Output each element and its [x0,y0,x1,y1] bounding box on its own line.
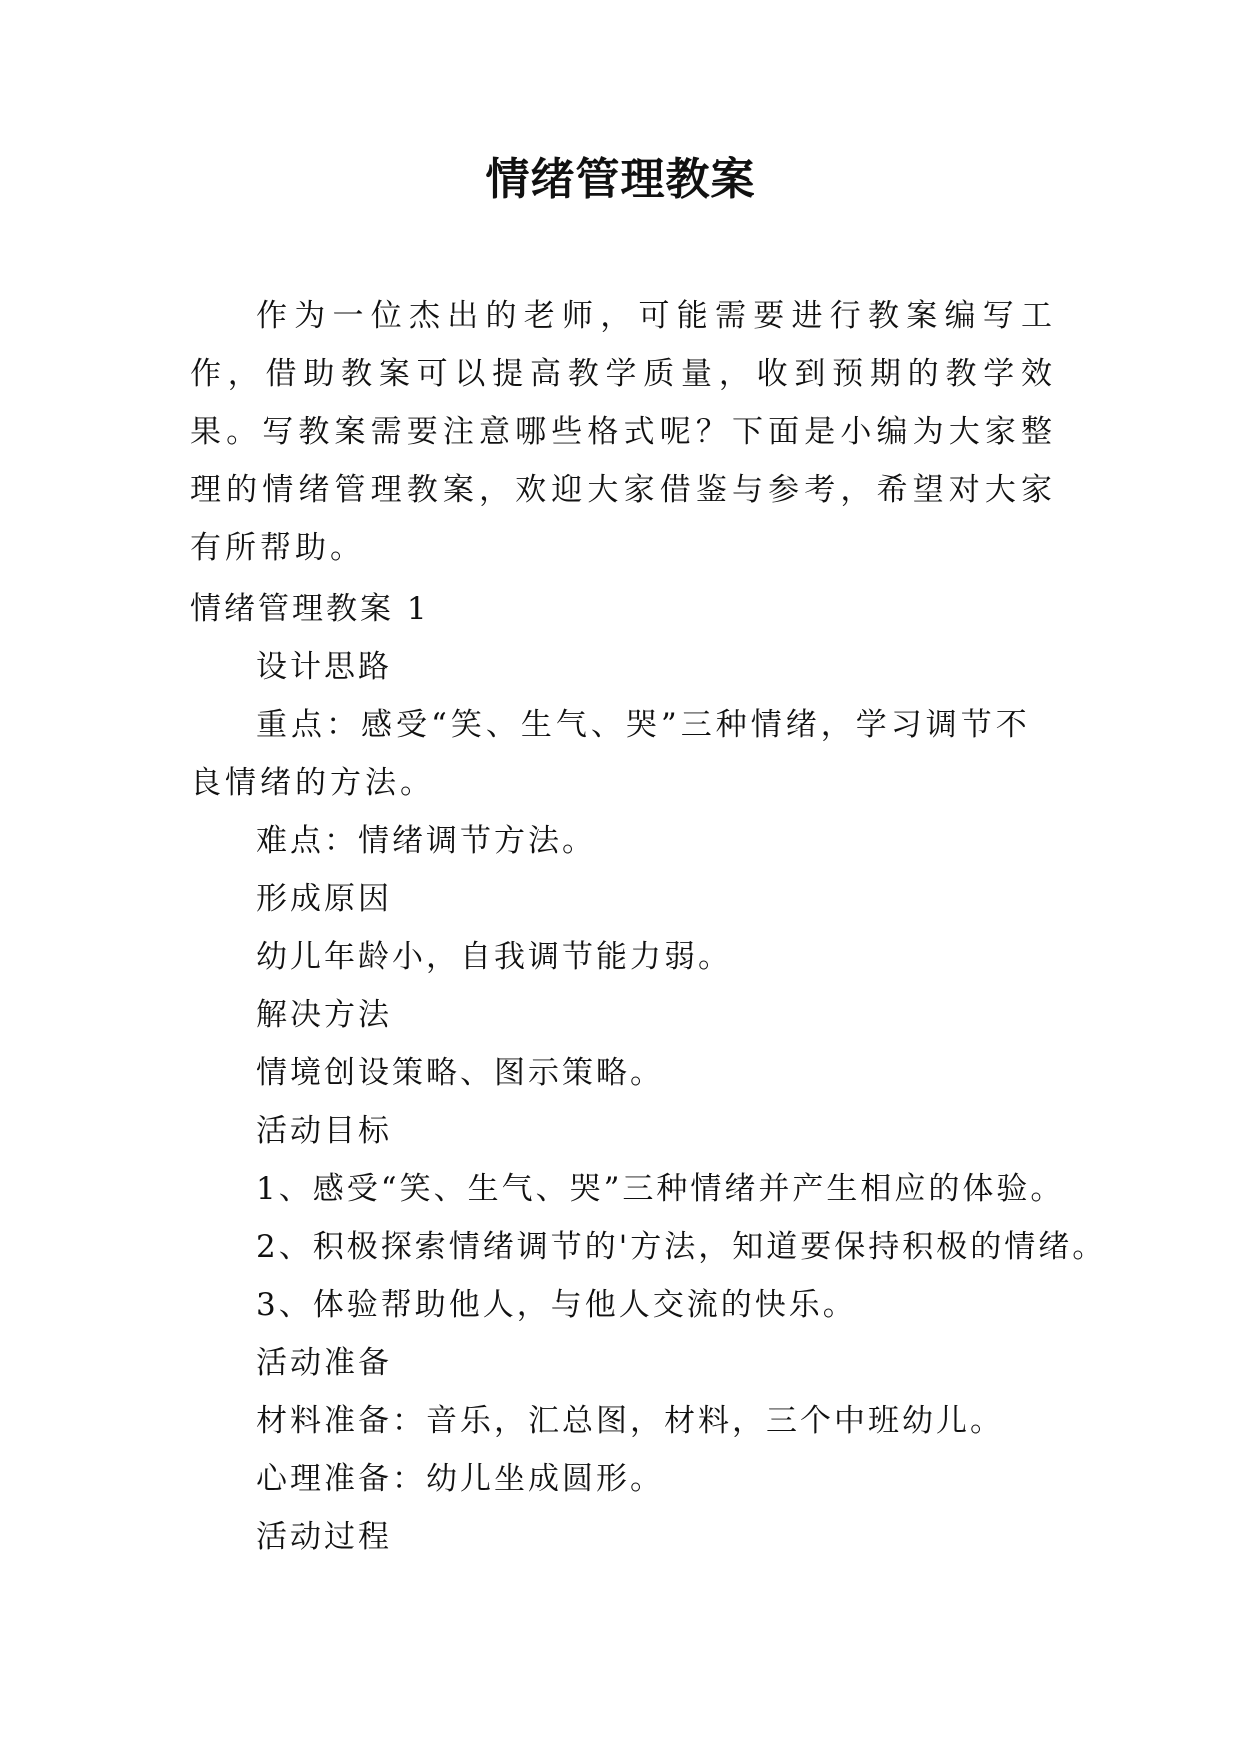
body-line: 心理准备：幼儿坐成圆形。 [256,1461,664,1497]
body-line: 2、积极探索情绪调节的'方法，知道要保持积极的情绪。 [256,1229,1107,1265]
body-line: 形成原因 [256,881,392,917]
body-line: 1、感受“笑、生气、哭”三种情绪并产生相应的体验。 [256,1171,1065,1207]
body-line: 3、体验帮助他人，与他人交流的快乐。 [256,1287,857,1323]
body-line: 解决方法 [256,997,392,1033]
document-body [190,580,1107,1566]
body-line: 难点：情绪调节方法。 [256,823,596,859]
body-line: 活动过程 [256,1519,392,1555]
body-line: 活动准备 [256,1345,392,1381]
section-heading: 情绪管理教案 1 [190,591,430,627]
body-line: 幼儿年龄小，自我调节能力弱。 [256,939,732,975]
body-line: 活动目标 [256,1113,392,1149]
body-line: 情境创设策略、图示策略。 [256,1055,664,1091]
intro-paragraph: 作为一位杰出的老师，可能需要进行教案编写工作，借助教案可以提高教学质量，收到预期的教学效果。写教案需要注意哪些格式呢？下面是小编为大家整理的情绪管理教案，欢迎大家借鉴与参考，希望对大家有所帮助。 [190,298,1056,566]
document-title: 情绪管理教案 [485,154,756,205]
body-paragraph: 重点：感受“笑、生气、哭”三种情绪，学习调节不良情绪的方法。 [190,707,1031,801]
body-line: 材料准备：音乐，汇总图，材料，三个中班幼儿。 [256,1403,1004,1439]
body-line: 设计思路 [256,649,392,685]
